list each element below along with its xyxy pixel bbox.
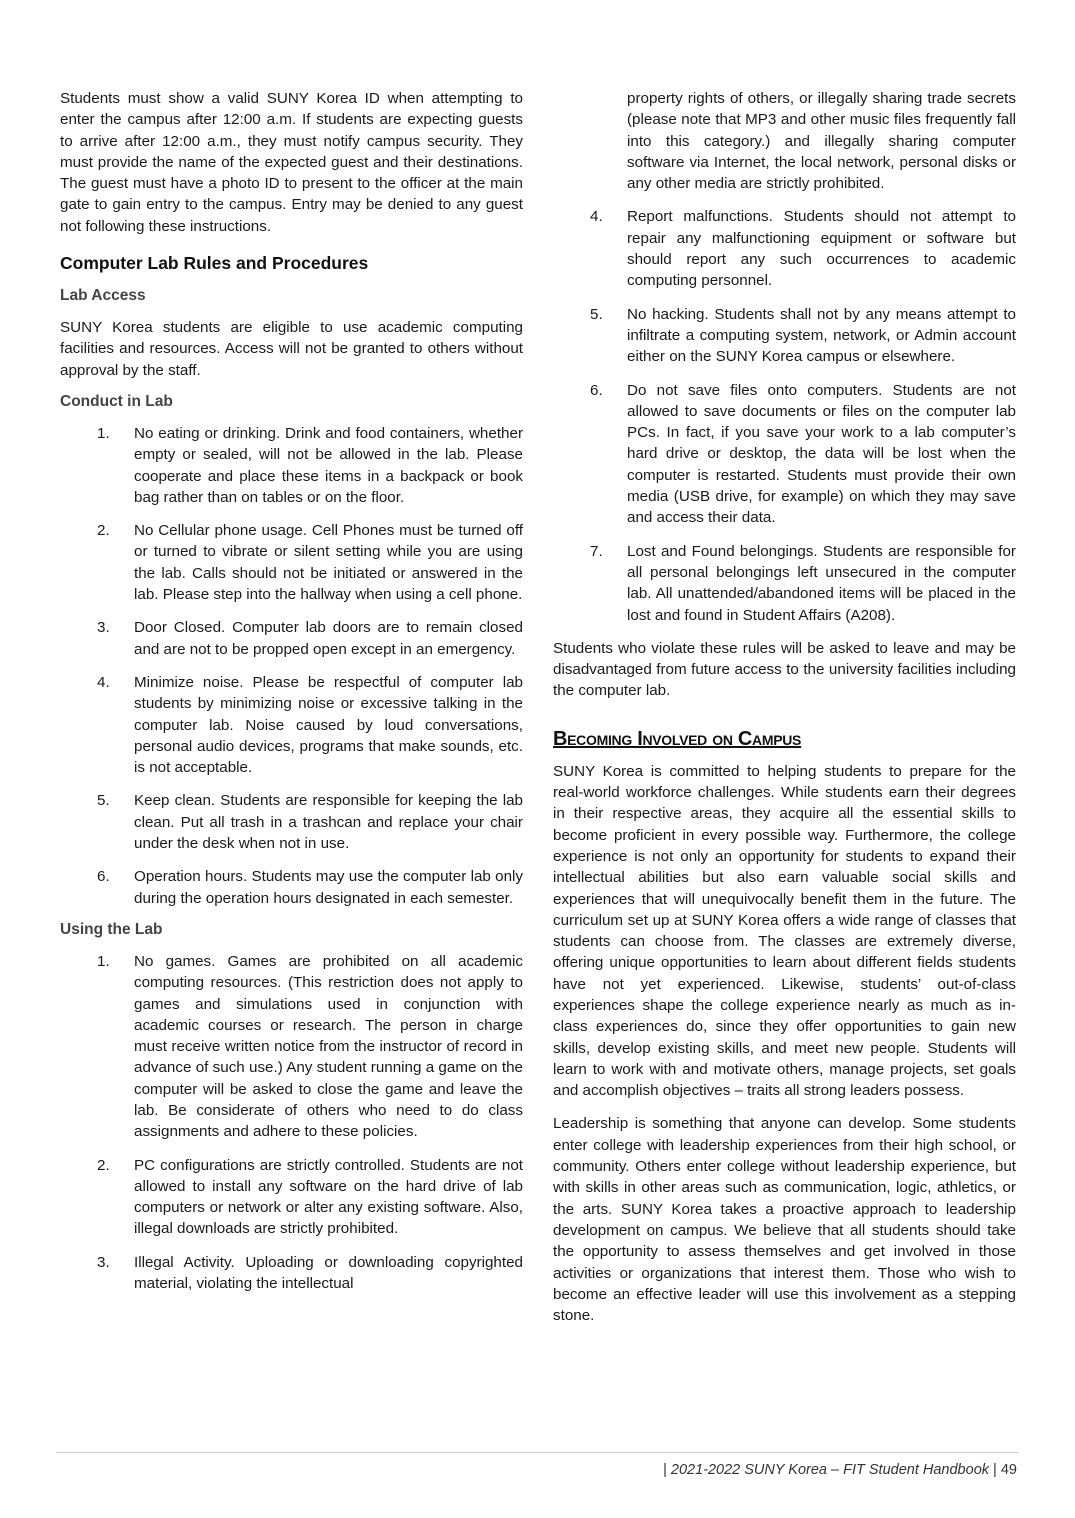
section-title-becoming-involved: Becoming Involved on Campus	[553, 727, 802, 750]
leadership-paragraph: Leadership is something that anyone can develop. Some students enter college with leadership experiences from their high school, or community. Others enter college without leadership experience, but with skills in other areas such as communication, logic, athletics, or the arts. SUNY Korea takes a proactive approach to leadership development on campus. We believe that all students should take the opportunity to assess themselves and get involved in those activities or organizations that interest them. Those who wish to become an effective leader will use this involvement as a stepping stone.	[553, 1115, 1016, 1325]
list-text: Operation hours. Students may use the computer lab only during the operation hours designated in each semester.	[134, 868, 523, 907]
lab-access-paragraph: SUNY Korea students are eligible to use academic computing facilities and resources. Access will not be granted to others without approval by the staff.	[60, 319, 523, 379]
using-lab-heading: Using the Lab	[60, 920, 163, 938]
list-text: Lost and Found belongings. Students are responsible for all personal belongings left unsecured in the computer lab. All unattended/abandoned items will be placed in the lost and found in Student Affairs (A208).	[627, 542, 1016, 624]
section-title-computer-lab: Computer Lab Rules and Procedures	[60, 253, 369, 274]
list-text: No Cellular phone usage. Cell Phones must be turned off or turned to vibrate or silent setting while you are using the lab. Calls should not be initiated or answered in the lab. Please step into the hallway when using a cell phone.	[134, 522, 523, 604]
list-item	[60, 790, 523, 854]
list-text: No eating or drinking. Drink and food containers, whether empty or sealed, will not be allowed in the lab. Please cooperate and place these items in a backpack or book bag rather than on tables or on the floor.	[134, 424, 523, 506]
list-number: 6.	[590, 381, 603, 399]
list-text: Keep clean. Students are responsible for keeping the lab clean. Put all trash in a trashcan and replace your chair under the desk when not in use.	[134, 792, 523, 853]
list-number: 3.	[97, 619, 110, 637]
list-number: 1.	[97, 424, 110, 442]
using-lab-list-continued	[553, 206, 1016, 625]
list-item	[553, 541, 1016, 626]
lab-access-heading: Lab Access	[60, 287, 146, 305]
list-number: 1.	[97, 952, 110, 970]
list-text: Door Closed. Computer lab doors are to remain closed and are not to be propped open except in an emergency.	[134, 619, 523, 658]
page-number: 49	[1000, 1462, 1017, 1478]
list-text: Minimize noise. Please be respectful of computer lab students by minimizing noise or excessive talking in the computer lab. Noise caused by loud conversations, personal audio devices, programs that make sounds, etc. is not acceptable.	[134, 673, 523, 777]
list-text: Illegal Activity. Uploading or downloading copyrighted material, violating the intellectual	[134, 1253, 523, 1293]
footer-separator: |	[663, 1462, 667, 1478]
list-text: No games. Games are prohibited on all academic computing resources. (This restriction does not apply to games and simulations used in conjunction with academic courses or research. The person in charge must receive written notice from the instructor of record in advance of such use.) Any student running a game on the computer will be asked to close the game and leave the lab. Be considerate of others who need to do class assignments and adhere to these policies.	[134, 952, 523, 1141]
list-number: 5.	[590, 305, 603, 323]
list-item	[553, 206, 1016, 291]
list-item	[60, 520, 523, 605]
list-item	[60, 1155, 523, 1240]
list-number: 2.	[97, 522, 110, 540]
list-number: 2.	[97, 1156, 110, 1174]
list-text: Do not save files onto computers. Students are not allowed to save documents or files on the computer lab PCs. In fact, if you save your work to a lab computer’s hard drive or desktop, the data will be lost when the computer is restarted. Students must provide their own media (USB drive, for example) on which they may save and access their data.	[627, 381, 1016, 527]
list-item	[60, 423, 523, 508]
right-column	[553, 88, 1016, 1338]
list-item	[60, 951, 523, 1143]
list-number: 7.	[590, 542, 603, 560]
page-footer	[663, 1462, 1017, 1478]
using-lab-list	[60, 951, 523, 1294]
footer-title: 2021-2022 SUNY Korea – FIT Student Handbook	[670, 1462, 990, 1478]
list-item	[60, 672, 523, 778]
conduct-heading: Conduct in Lab	[60, 392, 173, 410]
list-number: 4.	[590, 208, 603, 226]
conduct-list	[60, 423, 523, 909]
left-column	[60, 88, 523, 1306]
list-number: 6.	[97, 868, 110, 886]
list-number: 3.	[97, 1253, 110, 1271]
list-item	[60, 866, 523, 909]
list-number: 4.	[97, 673, 110, 691]
list-item	[553, 380, 1016, 529]
list-continuation: property rights of others, or illegally sharing trade secrets (please note that MP3 and other music files frequently fall into this category.) and illegally sharing computer software via Internet, the local network, personal disks or any other media are strictly prohibited.	[627, 90, 1016, 193]
footer-divider	[56, 1452, 1018, 1453]
violators-paragraph: Students who violate these rules will be asked to leave and may be disadvantaged from future access to the university facilities including the computer lab.	[553, 639, 1016, 700]
list-text: No hacking. Students shall not by any means attempt to infiltrate a computing system, network, or Admin account either on the SUNY Korea campus or elsewhere.	[627, 305, 1016, 366]
footer-separator: |	[993, 1462, 997, 1478]
list-item	[60, 1252, 523, 1295]
list-text: PC configurations are strictly controlled. Students are not allowed to install any software on the hard drive of lab computers or network or alter any existing software. Also, illegal downloads are strictly prohibited.	[134, 1156, 523, 1238]
list-text: Report malfunctions. Students should not attempt to repair any malfunctioning equipment or software but should report any such occurrences to academic computing personnel.	[627, 208, 1016, 290]
list-number: 5.	[97, 792, 110, 810]
list-item	[553, 304, 1016, 368]
list-item	[60, 617, 523, 660]
intro-paragraph: Students must show a valid SUNY Korea ID when attempting to enter the campus after 12:00 a.m. If students are expecting guests to arrive after 12:00 a.m., they must notify campus security. They must provide the name of the expected guest and their destinations. The guest must have a photo ID to present to the officer at the main gate to gain entry to the campus. Entry may be denied to any guest not following these instructions.	[60, 90, 523, 235]
involvement-paragraph: SUNY Korea is committed to helping students to prepare for the real-world workforce challenges. While students earn their degrees in their respective areas, they acquire all the essential skills to become proficient in every possible way. Furthermore, the college experience is not only an opportunity for students to expand their intellectual abilities but also earn valuable social skills and experiences that will unequivocally benefit them in the future. The curriculum set up at SUNY Korea offers a wide range of classes that students can choose from. The classes are extremely diverse, offering unique opportunities to learn about different fields students have not yet experienced. Likewise, students’ out-of-class experiences shape the college experience nearly as much as in-class experiences do, since they offer opportunities to gain new skills, develop existing skills, and meet new people. Students will learn to work with and motivate others, manage projects, set goals and accomplish objectives – traits all strong leaders possess.	[553, 762, 1016, 1100]
